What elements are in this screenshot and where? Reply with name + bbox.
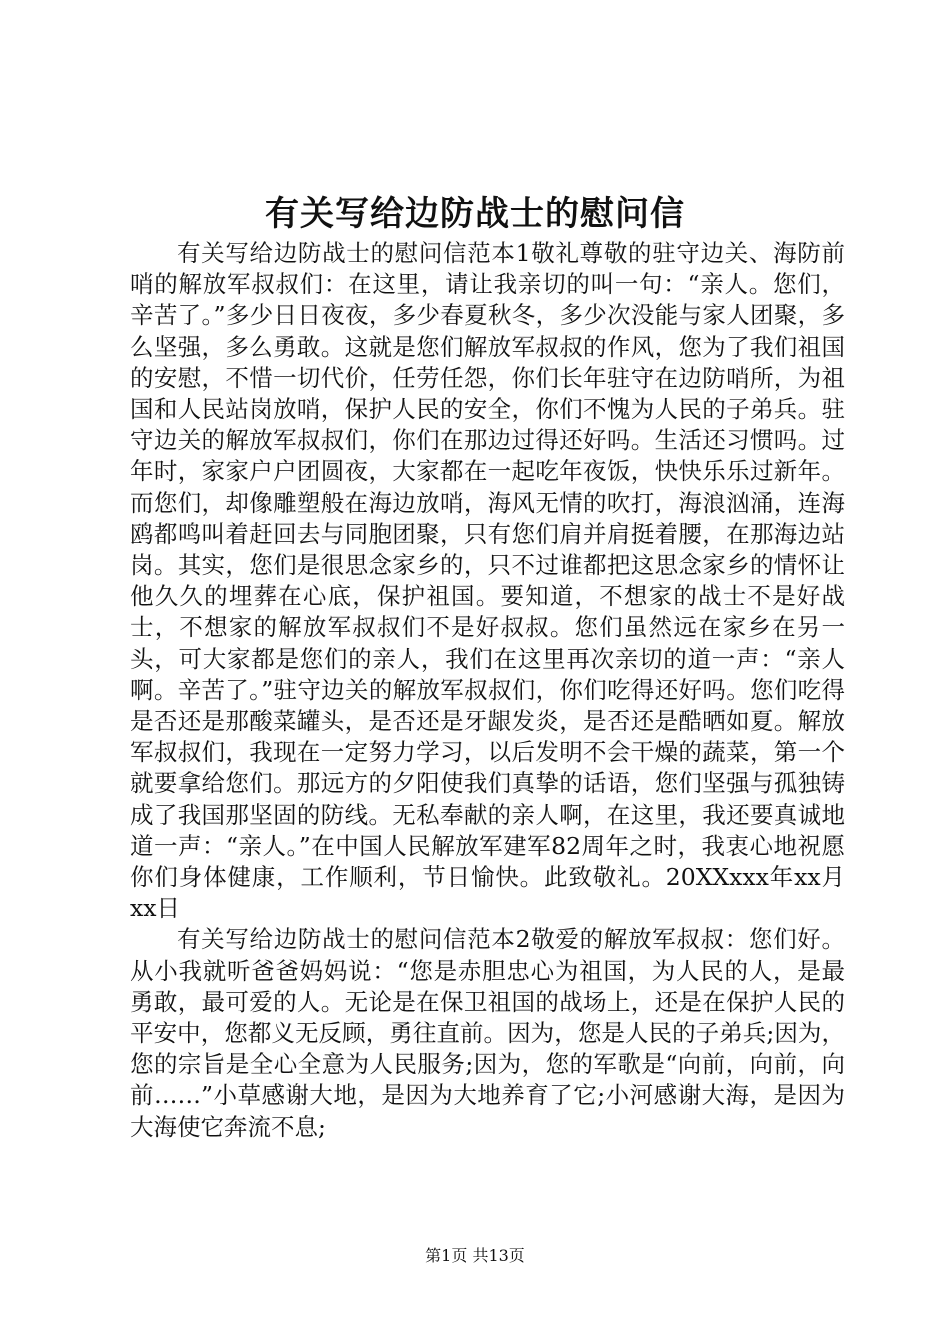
document-title: 有关写给边防战士的慰问信 (265, 194, 685, 234)
body-paragraph-2: 有关写给边防战士的慰问信范本2敬爱的解放军叔叔：您们好。从小我就听爸爸妈妈说：“您是赤胆忠心为祖国，为人民的人，是最勇敢，最可爱的人。无论是在保卫祖国的战场上，还是在保护人民的平安中，您都义无反顾，勇往直前。因为，您是人民的子弟兵;因为，您的宗旨是全心全意为人民服务;因为，您的军歌是“向前，向前，向前……”小草感谢大地，是因为大地养育了它;小河感谢大海，是因为大海使它奔流不息; (130, 925, 845, 1141)
document-body (130, 238, 845, 1143)
page-number-footer: 第1页 共13页 (425, 1246, 525, 1265)
body-paragraph-1: 有关写给边防战士的慰问信范本1敬礼尊敬的驻守边关、海防前哨的解放军叔叔们：在这里，请让我亲切的叫一句：“亲人。您们，辛苦了。”多少日日夜夜，多少春夏秋冬，多少次没能与家人团聚，多么坚强，多么勇敢。这就是您们解放军叔叔的作风，您为了我们祖国的安慰，不惜一切代价，任劳任怨，你们长年驻守在边防哨所，为祖国和人民站岗放哨，保护人民的安全，你们不愧为人民的子弟兵。驻守边关的解放军叔叔们，你们在那边过得还好吗。生活还习惯吗。过年时，家家户户团圆夜，大家都在一起吃年夜饭，快快乐乐过新年。而您们，却像雕塑般在海边放哨，海风无情的吹打，海浪汹涌，连海鸥都鸣叫着赶回去与同胞团聚，只有您们肩并肩挺着腰，在那海边站岗。其实，您们是很思念家乡的，只不过谁都把这思念家乡的情怀让他久久的埋葬在心底，保护祖国。要知道，不想家的战士不是好战士，不想家的解放军叔叔们不是好叔叔。您们虽然远在家乡在另一头，可大家都是您们的亲人，我们在这里再次亲切的道一声：“亲人啊。辛苦了。”驻守边关的解放军叔叔们，你们吃得还好吗。您们吃得是否还是那酸菜罐头，是否还是牙龈发炎，是否还是酷晒如夏。解放军叔叔们，我现在一定努力学习，以后发明不会干燥的蔬菜，第一个就要拿给您们。那远方的夕阳使我们真挚的话语，您们坚强与孤独铸成了我国那坚固的防线。无私奉献的亲人啊，在这里，我还要真诚地道一声：“亲人。”在中国人民解放军建军82周年之时，我衷心地祝愿你们身体健康，工作顺利，节日愉快。此致敬礼。20XXxxx年xx月xx日 (130, 239, 845, 923)
